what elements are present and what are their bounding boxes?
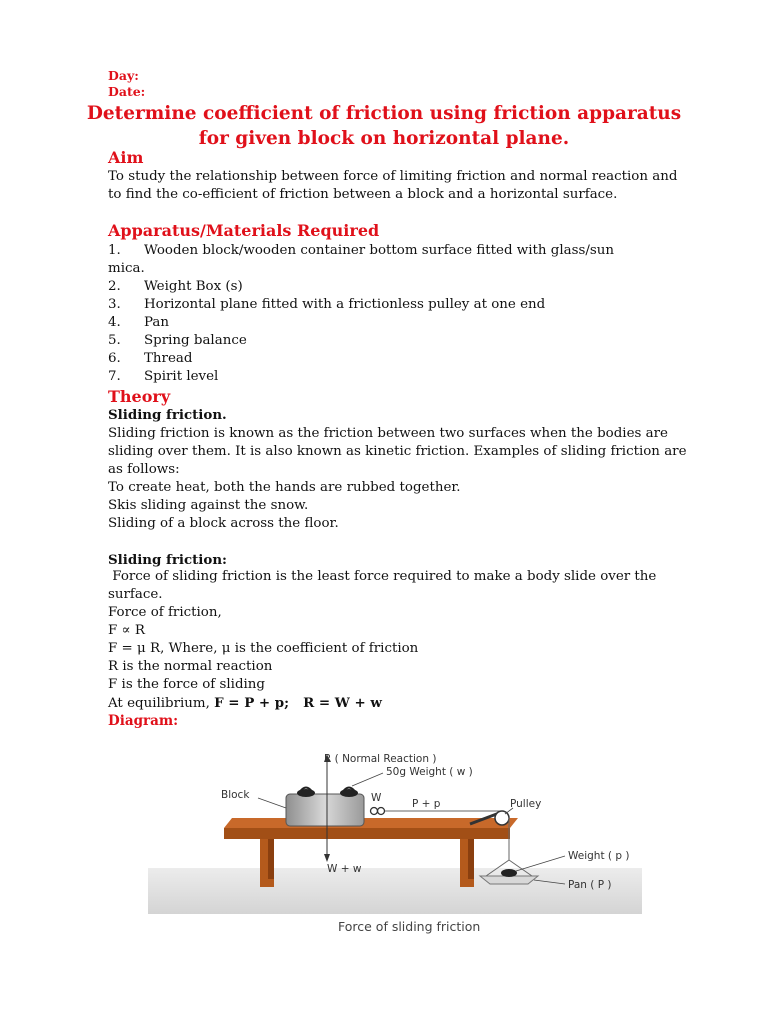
label-w: W [371,792,382,804]
label-normal-reaction: R ( Normal Reaction ) [324,753,437,765]
equilibrium-line: At equilibrium, F = P + p; R = W + w [108,695,382,711]
friction-diagram [140,738,645,938]
list-item: 7. Spirit level [108,369,219,384]
diagram-heading: Diagram: [108,713,179,729]
example-line: To create heat, both the hands are rubbed together. [108,480,461,495]
day-label: Day: [108,68,139,83]
list-item: 6. Thread [108,351,193,366]
floor [148,868,642,914]
equation-line: F = μ R, Where, μ is the coefficient of friction [108,641,419,656]
list-item: 3. Horizontal plane fitted with a frictionless pulley at one end [108,297,546,312]
label-pulley: Pulley [510,798,542,810]
apparatus-heading: Apparatus/Materials Required [108,221,380,240]
example-line: Sliding of a block across the floor. [108,516,339,531]
list-item: 4. Pan [108,315,170,330]
label-50g-weight: 50g Weight ( w ) [386,766,473,778]
label-pan: Pan ( P ) [568,879,612,891]
label-weight-p: Weight ( p ) [568,850,630,862]
example-line: Skis sliding against the snow. [108,498,309,513]
sliding-friction-subheading-2: Sliding friction: [108,552,227,568]
theory-heading: Theory [108,387,171,406]
label-p-plus-p: P + p [412,798,441,810]
sliding-friction-subheading: Sliding friction. [108,407,227,423]
sliding-friction-paragraph: Sliding friction is known as the friction between two surfaces when the bodies are sliding over them. It is also known as kinetic friction. Examples of sliding friction are as follows: [108,426,687,478]
sliding-friction-definition: Force of sliding friction is the least force required to make a body slide over the surface. [108,569,661,603]
force-of-friction-line: Force of friction, [108,605,222,620]
list-item: mica. [108,261,145,276]
diagram-caption: Force of sliding friction [338,919,481,934]
page-title-line-2: for given block on horizontal plane. [198,128,570,149]
list-item: 5. Spring balance [108,333,247,348]
aim-heading: Aim [108,148,144,167]
aim-text: To study the relationship between force of limiting friction and normal reaction and to find the co-efficient of friction between a block and a horizontal surface. [108,169,678,203]
page-title-line-1: Determine coefficient of friction using friction apparatus [86,103,682,124]
date-label: Date: [108,84,146,99]
label-block: Block [221,789,250,801]
list-item: 2. Weight Box (s) [108,279,243,294]
label-w-plus-w: W + w [327,863,362,875]
proportionality-line: F ∝ R [108,623,145,638]
force-sliding-line: F is the force of sliding [108,677,266,692]
list-item: 1. Wooden block/wooden container bottom surface fitted with glass/sun [108,243,614,258]
normal-reaction-line: R is the normal reaction [108,659,273,674]
